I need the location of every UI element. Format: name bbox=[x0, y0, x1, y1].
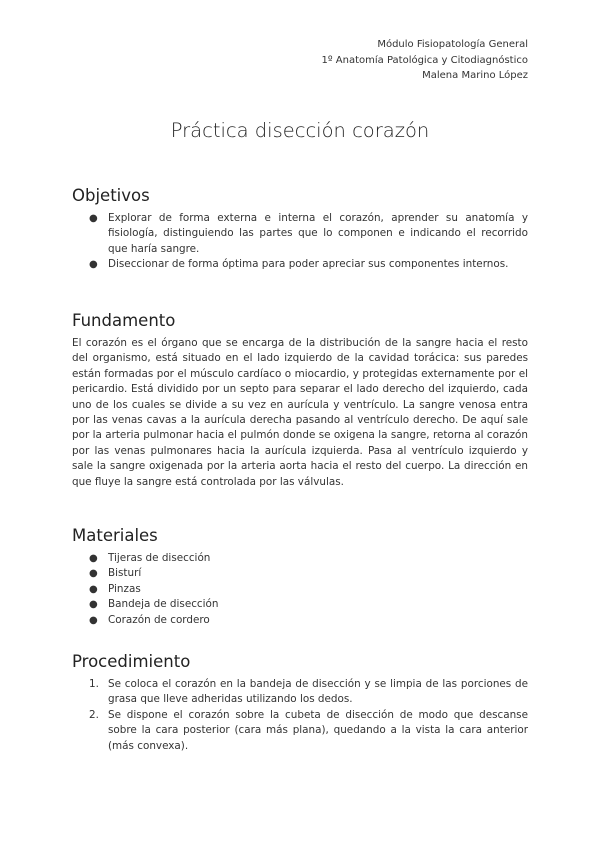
list-item: ● Corazón de cordero bbox=[72, 613, 528, 628]
bullet-icon: ● bbox=[89, 583, 98, 595]
list-item: ● Pinzas bbox=[72, 582, 528, 597]
step-text: Se dispone el corazón sobre la cubeta de disección de modo que descanse sobre la cara posterior (cara más plana), quedando a la vista la cara anterior (más convexa). bbox=[108, 708, 528, 752]
header-course: 1º Anatomía Patológica y Citodiagnóstico bbox=[321, 54, 528, 66]
procedimiento-heading: Procedimiento bbox=[72, 652, 191, 671]
objetivos-heading: Objetivos bbox=[72, 186, 150, 205]
step-number: 2. bbox=[89, 708, 99, 721]
step-text: Se coloca el corazón en la bandeja de disección y se limpia de las porciones de grasa que lleve adheridas utilizando los dedos. bbox=[108, 678, 528, 706]
bullet-icon: ● bbox=[89, 553, 98, 564]
section-procedimiento bbox=[72, 652, 528, 754]
bullet-icon: ● bbox=[89, 568, 98, 580]
bullet-icon: ● bbox=[89, 259, 98, 271]
bullet-icon: ● bbox=[89, 213, 98, 224]
step-number: 1. bbox=[89, 678, 99, 690]
section-fundamento bbox=[72, 311, 528, 490]
list-item: ● Diseccionar de forma óptima para poder apreciar sus componentes internos. bbox=[72, 257, 528, 272]
list-item: ● Bandeja de disección bbox=[72, 597, 528, 612]
materiales-heading: Materiales bbox=[72, 526, 158, 545]
page-title: Práctica disección corazón bbox=[170, 119, 430, 142]
objetivos-list bbox=[72, 211, 528, 273]
materiales-list bbox=[72, 551, 528, 628]
list-item bbox=[72, 708, 528, 754]
list-item: ● Bisturí bbox=[72, 566, 528, 581]
section-materiales bbox=[72, 526, 528, 628]
fundamento-heading: Fundamento bbox=[72, 311, 176, 330]
section-objetivos bbox=[72, 186, 528, 273]
bullet-icon: ● bbox=[89, 599, 98, 611]
header-module: Módulo Fisiopatología General bbox=[377, 39, 528, 50]
bullet-icon: ● bbox=[89, 614, 98, 626]
procedimiento-list bbox=[72, 677, 528, 754]
list-item bbox=[72, 677, 528, 708]
header-author: Malena Marino López bbox=[422, 70, 528, 81]
list-item: ● Tijeras de disección bbox=[72, 551, 528, 566]
fundamento-text: El corazón es el órgano que se encarga de la distribución de la sangre hacia el resto del organismo, está situado en el lado izquierdo de la cavidad torácica: sus paredes están formadas por el músculo cardíaco o miocardio, y protegidas externamente por el pericardio. Está dividido por un septo para separar el lado derecho del izquierdo, cada uno de los cuales se divide a su vez en aurícula y ventrículo. La sangre venosa entra por las venas cavas a la aurícula derecha pasando al ventrículo derecho. De aquí sale por la arteria pulmonar hacia el pulmón donde se oxigena la sangre, retorna al corazón por las venas pulmonares hacia la aurícula izquierda. Pasa al ventrículo izquierdo y sale la sangre oxigenada por la arteria aorta hacia el resto del cuerpo. La dirección en que fluye la sangre está controlada por las válvulas. bbox=[72, 337, 528, 488]
list-item: ● Explorar de forma externa e interna el corazón, aprender su anatomía y fisiología, distinguiendo las partes que lo componen e indicando el recorrido que haría sangre. bbox=[89, 212, 528, 255]
page-header bbox=[322, 37, 528, 84]
